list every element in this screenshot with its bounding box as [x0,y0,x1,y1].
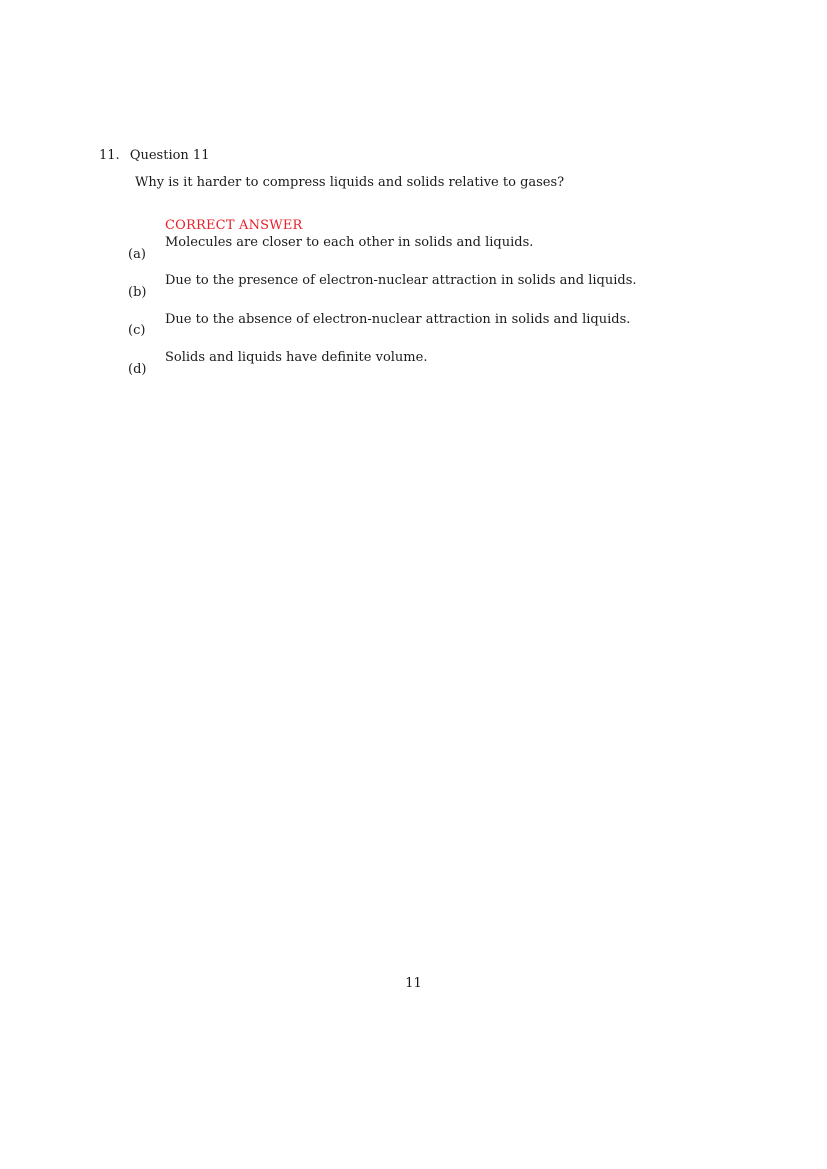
option-text: Due to the absence of electron-nuclear attraction in solids and liquids. [165,312,631,327]
question-prompt: Why is it harder to compress liquids and solids relative to gases? [135,175,565,190]
page-number: 11 [405,976,422,991]
option-text: Solids and liquids have definite volume. [165,350,428,365]
option-text: Due to the presence of electron-nuclear attraction in solids and liquids. [165,273,637,288]
option-label: (b) [128,285,147,300]
option-c [0,312,827,352]
correct-answer-tag: CORRECT ANSWER [165,218,303,233]
option-a [0,235,827,275]
question-number: 11. [99,148,120,163]
option-label: (c) [128,323,146,338]
option-label: (a) [128,247,146,262]
option-b [0,273,827,313]
question-heading [99,148,209,163]
question-title: Question 11 [129,148,210,163]
option-label: (d) [128,362,147,377]
option-d [0,350,827,390]
option-text: Molecules are closer to each other in solids and liquids. [165,235,534,250]
